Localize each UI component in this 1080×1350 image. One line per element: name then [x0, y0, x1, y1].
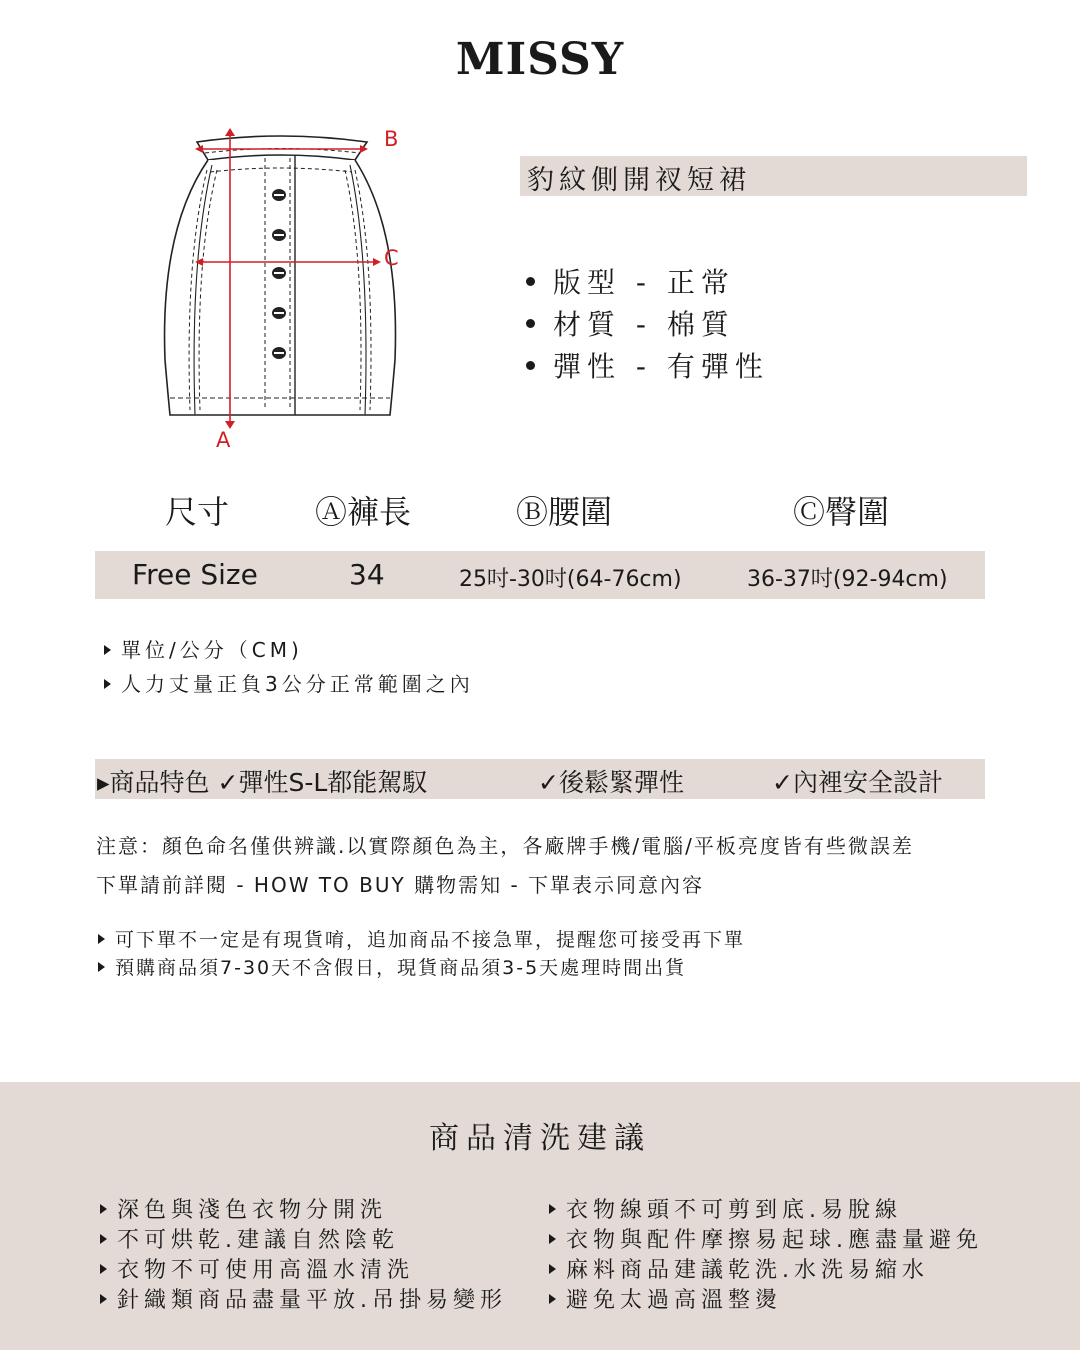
preorder-note: 預購商品須7-30天不含假日，現貨商品須3-5天處理時間出貨: [98, 953, 686, 980]
product-title: 豹紋側開衩短裙: [527, 165, 751, 196]
triangle-bullet-icon: [549, 1294, 556, 1304]
wash-item: 麻料商品建議乾洗.水洗易縮水: [549, 1253, 929, 1284]
triangle-bullet-icon: [100, 1234, 107, 1244]
hip-value: 36-37吋(92-94cm): [747, 567, 948, 592]
triangle-bullet-icon: [104, 645, 111, 655]
header-length: Ⓐ褲長: [315, 493, 412, 531]
triangle-bullet-icon: [100, 1204, 107, 1214]
wash-item: 衣物不可使用高溫水清洗: [100, 1253, 414, 1284]
wash-item: 衣物與配件摩擦易起球.應盡量避免: [549, 1223, 983, 1254]
stock-note: 可下單不一定是有現貨唷，追加商品不接急單，提醒您可接受再下單: [98, 925, 745, 952]
triangle-bullet-icon: [549, 1204, 556, 1214]
skirt-diagram: [150, 120, 430, 460]
triangle-bullet-icon: [549, 1264, 556, 1274]
feature-stretch: ▸商品特色 ✓彈性S-L都能駕馭: [97, 768, 428, 797]
wash-item: 深色與淺色衣物分開洗: [100, 1193, 387, 1224]
triangle-bullet-icon: [98, 934, 105, 944]
skirt-illustration: [150, 120, 430, 460]
order-caution: 下單請前詳閱 - HOW TO BUY 購物需知 - 下單表示同意內容: [96, 873, 705, 897]
feature-elastic-back: ✓後鬆緊彈性: [538, 768, 684, 797]
triangle-bullet-icon: [100, 1294, 107, 1304]
tolerance-note: 人力丈量正負3公分正常範圍之內: [104, 668, 474, 697]
unit-note: 單位/公分（CM): [104, 634, 303, 663]
wash-item: 避免太過高溫整燙: [549, 1283, 782, 1314]
triangle-bullet-icon: [100, 1264, 107, 1274]
triangle-bullet-icon: [98, 962, 105, 972]
bullet-dot: [526, 277, 535, 286]
washing-title: 商品清洗建議: [429, 1121, 651, 1156]
wash-item: 不可烘乾.建議自然陰乾: [100, 1223, 399, 1254]
bullet-dot: [526, 319, 535, 328]
size-value: Free Size: [132, 558, 258, 591]
measure-label-a: A: [216, 428, 231, 452]
triangle-bullet-icon: [549, 1234, 556, 1244]
triangle-bullet-icon: [104, 679, 111, 689]
header-waist: Ⓑ腰圍: [516, 493, 613, 531]
measure-label-c: C: [384, 246, 399, 270]
bullet-dot: [526, 361, 535, 370]
measure-label-b: B: [384, 127, 399, 151]
length-value: 34: [349, 558, 385, 591]
header-hip: Ⓒ臀圍: [793, 493, 890, 531]
brand-logo: MISSY: [455, 34, 625, 85]
color-caution: 注意：顏色命名僅供辨識.以實際顏色為主，各廠牌手機/電腦/平板亮度皆有些微誤差: [96, 834, 914, 858]
wash-item: 衣物線頭不可剪到底.易脫線: [549, 1193, 902, 1224]
header-size: 尺寸: [165, 493, 230, 531]
wash-item: 針織類商品盡量平放.吊掛易變形: [100, 1283, 507, 1314]
spec-fit: 版型 - 正常: [526, 261, 735, 301]
spec-material: 材質 - 棉質: [526, 303, 735, 343]
waist-value: 25吋-30吋(64-76cm): [459, 567, 682, 592]
spec-stretch: 彈性 - 有彈性: [526, 345, 769, 385]
feature-lining: ✓內裡安全設計: [772, 768, 943, 797]
